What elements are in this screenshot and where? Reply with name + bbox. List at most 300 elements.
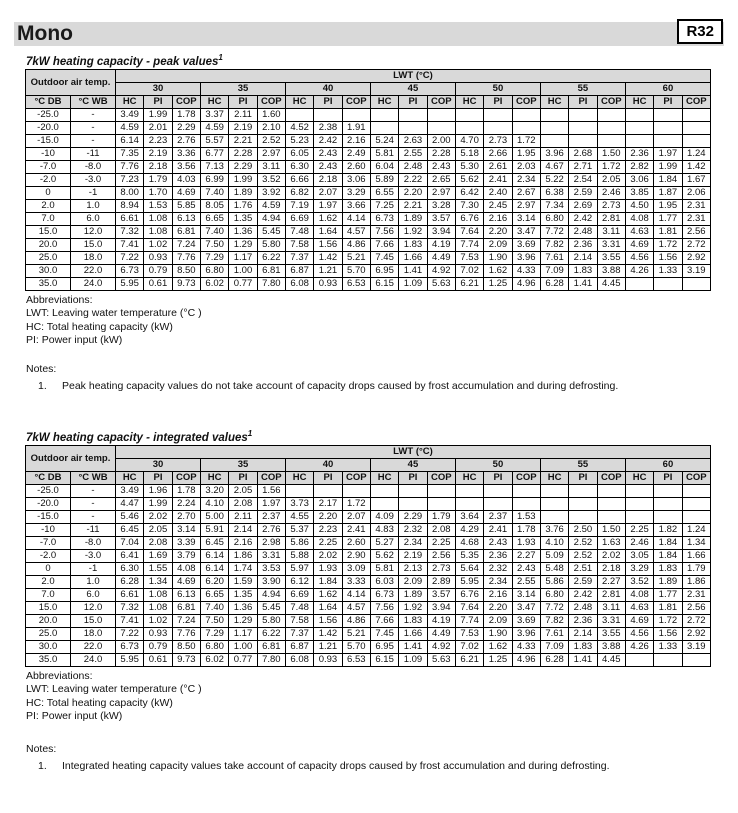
- data-cell: 2.24: [172, 497, 200, 510]
- data-cell: 2.67: [512, 186, 540, 199]
- data-cell: 2.66: [484, 147, 512, 160]
- data-cell: 1.62: [314, 588, 342, 601]
- data-cell: 2.29: [172, 121, 200, 134]
- data-cell: 2.41: [484, 173, 512, 186]
- data-cell: 1.53: [512, 510, 540, 523]
- metric-header: PI: [569, 95, 597, 108]
- data-cell: 2.13: [399, 562, 427, 575]
- temp-wb-cell: -11: [71, 147, 116, 160]
- data-cell: 1.62: [314, 212, 342, 225]
- data-cell: 2.21: [229, 134, 257, 147]
- data-cell: 3.66: [342, 199, 370, 212]
- data-cell: 6.14: [201, 562, 229, 575]
- data-cell: 2.18: [314, 173, 342, 186]
- data-cell: 6.30: [116, 562, 144, 575]
- data-cell: 7.34: [540, 199, 568, 212]
- data-cell: 1.81: [654, 225, 682, 238]
- data-cell: 2.76: [172, 134, 200, 147]
- data-cell: 7.61: [540, 251, 568, 264]
- data-cell: 5.23: [285, 134, 313, 147]
- data-cell: 2.42: [569, 212, 597, 225]
- data-cell: 2.25: [427, 536, 455, 549]
- data-cell: 1.76: [229, 199, 257, 212]
- abbreviation-lwt: LWT: Leaving water temperature (°C ): [26, 683, 202, 696]
- data-cell: 2.36: [569, 238, 597, 251]
- data-cell: 1.33: [654, 264, 682, 277]
- data-cell: 7.80: [257, 653, 285, 666]
- data-cell: [597, 121, 625, 134]
- data-cell: 1.09: [399, 277, 427, 290]
- data-cell: [682, 121, 710, 134]
- data-cell: 6.80: [201, 264, 229, 277]
- metric-header: HC: [540, 95, 568, 108]
- data-cell: 6.41: [116, 549, 144, 562]
- temp-db-cell: -7.0: [26, 160, 71, 173]
- data-cell: 4.10: [201, 497, 229, 510]
- data-cell: 3.69: [512, 614, 540, 627]
- data-cell: [285, 108, 313, 121]
- data-cell: 5.27: [370, 536, 398, 549]
- data-cell: [654, 277, 682, 290]
- data-cell: 7.35: [116, 147, 144, 160]
- data-cell: 7.82: [540, 614, 568, 627]
- data-cell: 7.40: [201, 601, 229, 614]
- data-cell: 2.48: [399, 160, 427, 173]
- temp-wb-cell: 12.0: [71, 601, 116, 614]
- data-cell: 0.77: [229, 277, 257, 290]
- data-cell: 4.57: [342, 601, 370, 614]
- data-cell: 6.45: [201, 536, 229, 549]
- data-cell: 2.01: [144, 121, 172, 134]
- table-row: [26, 562, 711, 575]
- data-cell: 7.32: [116, 225, 144, 238]
- data-cell: 2.21: [399, 199, 427, 212]
- abbreviation-hc: HC: Total heating capacity (kW): [26, 320, 173, 333]
- data-cell: [455, 484, 483, 497]
- data-cell: 2.08: [144, 536, 172, 549]
- data-cell: 1.42: [682, 160, 710, 173]
- metric-header: COP: [682, 471, 710, 484]
- temp-db-cell: 0: [26, 562, 71, 575]
- data-cell: [455, 121, 483, 134]
- data-cell: 4.26: [625, 640, 653, 653]
- data-cell: 5.80: [257, 238, 285, 251]
- metric-header: COP: [257, 95, 285, 108]
- data-cell: 1.50: [597, 147, 625, 160]
- table-row: [26, 212, 711, 225]
- data-cell: 1.83: [654, 562, 682, 575]
- data-cell: 1.63: [597, 536, 625, 549]
- data-cell: 7.40: [201, 186, 229, 199]
- data-cell: 3.19: [682, 264, 710, 277]
- data-cell: 2.34: [512, 173, 540, 186]
- data-cell: 2.40: [484, 186, 512, 199]
- data-cell: 1.72: [654, 238, 682, 251]
- data-cell: [540, 121, 568, 134]
- metric-header: PI: [484, 471, 512, 484]
- data-cell: [569, 510, 597, 523]
- data-cell: 3.52: [257, 173, 285, 186]
- data-cell: 2.06: [682, 186, 710, 199]
- data-cell: 2.69: [569, 199, 597, 212]
- data-cell: 5.35: [455, 549, 483, 562]
- data-cell: 3.29: [342, 186, 370, 199]
- lwt-value-header: 45: [370, 458, 455, 471]
- data-cell: 6.82: [285, 186, 313, 199]
- metric-header: COP: [342, 95, 370, 108]
- data-cell: 3.88: [597, 640, 625, 653]
- metric-header: PI: [569, 471, 597, 484]
- data-cell: 5.45: [257, 225, 285, 238]
- data-cell: 7.24: [172, 238, 200, 251]
- data-cell: 5.89: [370, 173, 398, 186]
- temp-db-cell: -10: [26, 147, 71, 160]
- table-row: [26, 264, 711, 277]
- data-cell: 2.02: [314, 549, 342, 562]
- temp-wb-cell: -11: [71, 523, 116, 536]
- data-cell: 7.09: [540, 264, 568, 277]
- data-cell: 5.88: [285, 549, 313, 562]
- note-number: 1.: [38, 379, 47, 392]
- data-cell: 1.34: [682, 536, 710, 549]
- data-cell: 2.20: [314, 510, 342, 523]
- data-cell: 7.82: [540, 238, 568, 251]
- data-cell: 3.53: [257, 562, 285, 575]
- data-cell: 6.28: [540, 653, 568, 666]
- temp-wb-cell: 24.0: [71, 653, 116, 666]
- data-cell: 2.00: [427, 134, 455, 147]
- data-cell: [342, 484, 370, 497]
- notes-block: [26, 363, 738, 393]
- data-cell: 3.20: [201, 484, 229, 497]
- table-row: [26, 575, 711, 588]
- data-cell: 7.24: [172, 614, 200, 627]
- data-cell: 3.73: [285, 497, 313, 510]
- data-cell: 2.70: [172, 510, 200, 523]
- data-cell: 2.46: [597, 186, 625, 199]
- lwt-value-header: 30: [116, 82, 201, 95]
- metric-header: COP: [257, 471, 285, 484]
- lwt-header: LWT (°C): [116, 69, 711, 82]
- data-cell: [455, 497, 483, 510]
- data-cell: 7.58: [285, 614, 313, 627]
- data-cell: 4.56: [625, 251, 653, 264]
- temp-db-cell: 30.0: [26, 264, 71, 277]
- data-cell: 5.86: [540, 575, 568, 588]
- data-cell: 4.59: [116, 121, 144, 134]
- metric-header: HC: [116, 471, 144, 484]
- data-cell: 1.50: [597, 523, 625, 536]
- data-cell: 1.77: [654, 212, 682, 225]
- data-cell: 2.81: [597, 212, 625, 225]
- data-cell: 1.99: [144, 497, 172, 510]
- db-header: °C DB: [26, 471, 71, 484]
- data-cell: 4.68: [455, 536, 483, 549]
- data-cell: 2.97: [427, 186, 455, 199]
- data-cell: 6.73: [116, 264, 144, 277]
- data-cell: 1.36: [229, 225, 257, 238]
- data-cell: 2.16: [342, 134, 370, 147]
- data-cell: [540, 510, 568, 523]
- metric-header: COP: [597, 95, 625, 108]
- temp-wb-cell: 18.0: [71, 251, 116, 264]
- lwt-value-header: 30: [116, 458, 201, 471]
- data-cell: 1.96: [144, 484, 172, 497]
- data-cell: 2.09: [484, 614, 512, 627]
- data-cell: 2.42: [314, 134, 342, 147]
- table-row: [26, 121, 711, 134]
- data-cell: 3.55: [597, 627, 625, 640]
- data-cell: [569, 134, 597, 147]
- table-row: [26, 523, 711, 536]
- data-cell: 9.73: [172, 277, 200, 290]
- data-cell: 4.96: [512, 653, 540, 666]
- data-cell: [370, 484, 398, 497]
- data-cell: 2.34: [484, 575, 512, 588]
- lwt-value-header: 35: [201, 458, 286, 471]
- data-cell: 6.28: [116, 575, 144, 588]
- data-cell: 2.73: [484, 134, 512, 147]
- data-cell: 1.17: [229, 627, 257, 640]
- data-cell: [427, 108, 455, 121]
- data-cell: 2.20: [399, 186, 427, 199]
- data-cell: 6.80: [201, 640, 229, 653]
- data-cell: 1.87: [654, 186, 682, 199]
- data-cell: 3.14: [172, 523, 200, 536]
- data-cell: 5.21: [342, 627, 370, 640]
- data-cell: 2.16: [484, 212, 512, 225]
- abbreviations-block: [26, 294, 738, 348]
- data-cell: 4.19: [427, 614, 455, 627]
- data-cell: 2.16: [484, 588, 512, 601]
- data-cell: 1.42: [314, 627, 342, 640]
- data-cell: 7.56: [370, 601, 398, 614]
- data-cell: 3.90: [257, 575, 285, 588]
- data-cell: 6.21: [455, 277, 483, 290]
- temp-wb-cell: -1: [71, 562, 116, 575]
- data-cell: 3.55: [597, 251, 625, 264]
- data-cell: 3.31: [597, 614, 625, 627]
- data-cell: [540, 484, 568, 497]
- data-cell: 2.20: [484, 225, 512, 238]
- data-cell: 2.41: [484, 523, 512, 536]
- temp-wb-cell: 1.0: [71, 575, 116, 588]
- metric-header: PI: [144, 471, 172, 484]
- data-cell: 2.89: [427, 575, 455, 588]
- metric-header: PI: [399, 471, 427, 484]
- data-cell: 2.65: [427, 173, 455, 186]
- data-cell: 5.64: [455, 562, 483, 575]
- temp-db-cell: 30.0: [26, 640, 71, 653]
- lwt-value-header: 55: [540, 82, 625, 95]
- data-cell: 6.87: [285, 640, 313, 653]
- data-cell: [427, 497, 455, 510]
- data-cell: 6.80: [540, 212, 568, 225]
- data-cell: 1.21: [314, 264, 342, 277]
- wb-header: °C WB: [71, 471, 116, 484]
- data-cell: 1.69: [144, 549, 172, 562]
- data-cell: [484, 497, 512, 510]
- data-cell: 3.19: [682, 640, 710, 653]
- data-cell: 3.33: [342, 575, 370, 588]
- data-cell: [682, 108, 710, 121]
- data-cell: 2.22: [399, 173, 427, 186]
- data-cell: 4.47: [116, 497, 144, 510]
- data-cell: 2.48: [569, 601, 597, 614]
- data-cell: 5.57: [201, 134, 229, 147]
- metric-header: PI: [229, 95, 257, 108]
- data-cell: 0.79: [144, 640, 172, 653]
- data-cell: [540, 497, 568, 510]
- data-cell: 3.06: [342, 173, 370, 186]
- data-cell: 0.93: [314, 653, 342, 666]
- data-cell: 1.56: [314, 614, 342, 627]
- data-cell: 5.95: [116, 277, 144, 290]
- data-cell: 3.28: [427, 199, 455, 212]
- data-cell: 6.81: [257, 640, 285, 653]
- data-cell: 2.42: [569, 588, 597, 601]
- data-cell: 6.95: [370, 640, 398, 653]
- table-row: [26, 484, 711, 497]
- data-cell: 1.09: [399, 653, 427, 666]
- data-cell: 6.15: [370, 277, 398, 290]
- temp-wb-cell: -3.0: [71, 173, 116, 186]
- data-cell: 6.13: [172, 588, 200, 601]
- data-cell: 7.64: [455, 225, 483, 238]
- table-row: [26, 588, 711, 601]
- data-cell: 6.65: [201, 212, 229, 225]
- data-cell: 3.88: [597, 264, 625, 277]
- data-cell: 6.02: [201, 277, 229, 290]
- data-cell: 3.37: [201, 108, 229, 121]
- data-cell: 6.38: [540, 186, 568, 199]
- data-cell: 7.56: [370, 225, 398, 238]
- data-cell: [314, 484, 342, 497]
- data-cell: 2.45: [484, 199, 512, 212]
- data-cell: 2.32: [484, 562, 512, 575]
- data-cell: 2.43: [314, 160, 342, 173]
- data-cell: 1.78: [512, 523, 540, 536]
- temp-wb-cell: 15.0: [71, 614, 116, 627]
- data-cell: [427, 484, 455, 497]
- data-cell: 1.41: [399, 640, 427, 653]
- data-cell: 1.64: [314, 601, 342, 614]
- lwt-value-header: 60: [625, 82, 710, 95]
- data-cell: 7.74: [455, 238, 483, 251]
- data-cell: 1.64: [314, 225, 342, 238]
- data-cell: 7.04: [116, 536, 144, 549]
- data-cell: 2.43: [484, 536, 512, 549]
- data-cell: 2.05: [229, 484, 257, 497]
- data-cell: 2.23: [314, 523, 342, 536]
- lwt-value-header: 55: [540, 458, 625, 471]
- integrated-values-section: [0, 429, 738, 773]
- temp-db-cell: 0: [26, 186, 71, 199]
- data-cell: 1.53: [144, 199, 172, 212]
- data-cell: 7.29: [201, 251, 229, 264]
- data-cell: 2.31: [682, 588, 710, 601]
- metric-header: PI: [399, 95, 427, 108]
- metric-header: COP: [512, 95, 540, 108]
- metric-header: PI: [654, 95, 682, 108]
- temp-db-cell: 15.0: [26, 225, 71, 238]
- data-cell: 2.71: [569, 160, 597, 173]
- data-cell: [597, 108, 625, 121]
- data-cell: 2.41: [342, 523, 370, 536]
- temp-db-cell: -20.0: [26, 497, 71, 510]
- data-cell: [654, 134, 682, 147]
- data-cell: 0.61: [144, 653, 172, 666]
- data-cell: 2.08: [229, 497, 257, 510]
- data-cell: 2.31: [682, 212, 710, 225]
- temp-wb-cell: -: [71, 497, 116, 510]
- metric-header: PI: [654, 471, 682, 484]
- lwt-value-header: 40: [285, 82, 370, 95]
- data-cell: 1.56: [314, 238, 342, 251]
- data-cell: 3.39: [172, 536, 200, 549]
- data-cell: 2.98: [257, 536, 285, 549]
- table-row: [26, 225, 711, 238]
- data-cell: 3.29: [625, 562, 653, 575]
- data-cell: 7.23: [116, 173, 144, 186]
- metric-header: COP: [682, 95, 710, 108]
- lwt-value-header: 60: [625, 458, 710, 471]
- data-cell: 3.06: [625, 173, 653, 186]
- data-cell: 1.82: [654, 523, 682, 536]
- data-cell: [540, 134, 568, 147]
- data-cell: 3.05: [625, 549, 653, 562]
- data-cell: 1.24: [682, 147, 710, 160]
- page-title: Mono: [17, 22, 73, 45]
- data-cell: 2.46: [625, 536, 653, 549]
- data-cell: 1.67: [682, 173, 710, 186]
- metric-header: HC: [625, 471, 653, 484]
- data-cell: 2.59: [569, 186, 597, 199]
- table-row: [26, 536, 711, 549]
- data-cell: 4.63: [625, 601, 653, 614]
- data-cell: 4.08: [625, 212, 653, 225]
- data-cell: 1.77: [654, 588, 682, 601]
- data-cell: 5.80: [257, 614, 285, 627]
- data-cell: 7.72: [540, 601, 568, 614]
- data-cell: 2.27: [512, 549, 540, 562]
- data-cell: 2.92: [682, 251, 710, 264]
- abbreviations-block: [26, 670, 738, 724]
- data-cell: 5.37: [285, 523, 313, 536]
- note-number: 1.: [38, 759, 47, 772]
- temp-wb-cell: -: [71, 134, 116, 147]
- peak-values-table: [25, 69, 711, 291]
- data-cell: 6.55: [370, 186, 398, 199]
- notes-heading: Notes:: [26, 362, 57, 375]
- data-cell: [569, 121, 597, 134]
- metric-header: HC: [455, 95, 483, 108]
- data-cell: 7.32: [116, 601, 144, 614]
- data-cell: [625, 108, 653, 121]
- data-cell: 4.63: [625, 225, 653, 238]
- data-cell: 0.77: [229, 653, 257, 666]
- data-cell: 2.29: [399, 510, 427, 523]
- data-cell: 1.99: [229, 173, 257, 186]
- data-cell: 1.08: [144, 588, 172, 601]
- data-cell: 4.70: [455, 134, 483, 147]
- data-cell: 5.86: [285, 536, 313, 549]
- data-cell: 2.73: [427, 562, 455, 575]
- table-row: [26, 627, 711, 640]
- data-cell: 4.69: [172, 575, 200, 588]
- data-cell: 1.29: [229, 614, 257, 627]
- data-cell: 5.81: [370, 562, 398, 575]
